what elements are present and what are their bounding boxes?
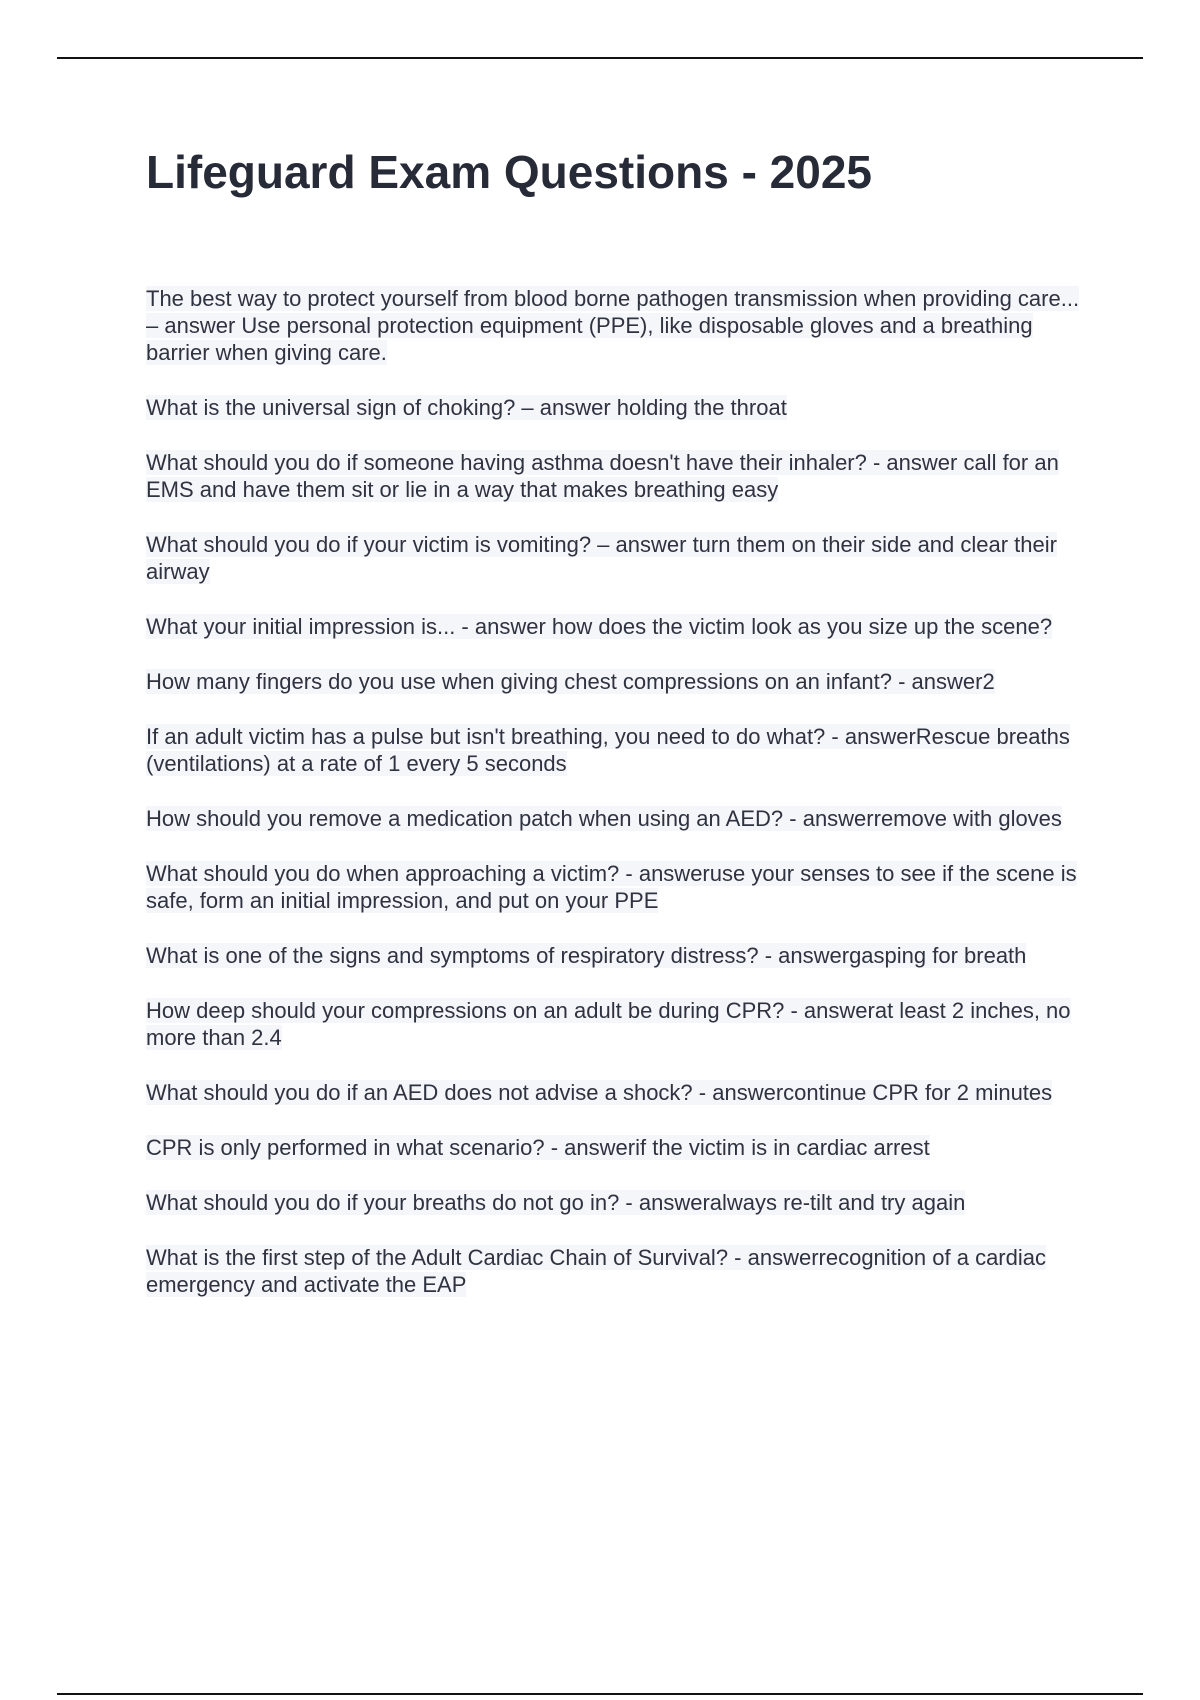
qa-item	[146, 449, 1086, 503]
qa-text: How should you remove a medication patch when using an AED? - answerremove with gloves	[146, 806, 1062, 831]
qa-item	[146, 1134, 1086, 1161]
qa-text: The best way to protect yourself from blood borne pathogen transmission when providing care... – answer Use personal protection equipment (PPE), like disposable gloves and a breathing barrier when giving care.	[146, 286, 1080, 365]
top-divider	[57, 57, 1143, 59]
qa-text: What should you do if someone having asthma doesn't have their inhaler? - answer call for an EMS and have them sit or lie in a way that makes breathing easy	[146, 450, 1059, 502]
qa-item	[146, 1189, 1086, 1216]
qa-item	[146, 668, 1086, 695]
qa-text: What is one of the signs and symptoms of respiratory distress? - answergasping for breath	[146, 943, 1027, 968]
qa-text: What is the universal sign of choking? – answer holding the throat	[146, 395, 787, 420]
qa-text: If an adult victim has a pulse but isn't breathing, you need to do what? - answerRescue breaths (ventilations) at a rate of 1 every 5 seconds	[146, 724, 1070, 776]
qa-item	[146, 1244, 1086, 1298]
qa-item	[146, 805, 1086, 832]
qa-text: What should you do if an AED does not advise a shock? - answercontinue CPR for 2 minutes	[146, 1080, 1053, 1105]
qa-item	[146, 860, 1086, 914]
qa-item	[146, 394, 1086, 421]
qa-item	[146, 531, 1086, 585]
qa-item	[146, 723, 1086, 777]
qa-text: CPR is only performed in what scenario? - answerif the victim is in cardiac arrest	[146, 1135, 930, 1160]
qa-item	[146, 613, 1086, 640]
bottom-divider	[57, 1693, 1143, 1695]
qa-text: What should you do when approaching a victim? - answeruse your senses to see if the scene is safe, form an initial impression, and put on your PPE	[146, 861, 1077, 913]
qa-item	[146, 997, 1086, 1051]
qa-text: What is the first step of the Adult Cardiac Chain of Survival? - answerrecognition of a cardiac emergency and activate the EAP	[146, 1245, 1046, 1297]
qa-text: What your initial impression is... - answer how does the victim look as you size up the scene?	[146, 614, 1053, 639]
qa-text: How deep should your compressions on an adult be during CPR? - answerat least 2 inches, no more than 2.4	[146, 998, 1071, 1050]
qa-text: What should you do if your victim is vomiting? – answer turn them on their side and clear their airway	[146, 532, 1057, 584]
qa-text: How many fingers do you use when giving chest compressions on an infant? - answer2	[146, 669, 995, 694]
qa-text: What should you do if your breaths do not go in? - answeralways re-tilt and try again	[146, 1190, 966, 1215]
page-title: Lifeguard Exam Questions - 2025	[146, 146, 873, 198]
qa-item	[146, 942, 1086, 969]
qa-item	[146, 285, 1086, 366]
qa-item	[146, 1079, 1086, 1106]
question-answer-list	[146, 285, 1086, 1326]
